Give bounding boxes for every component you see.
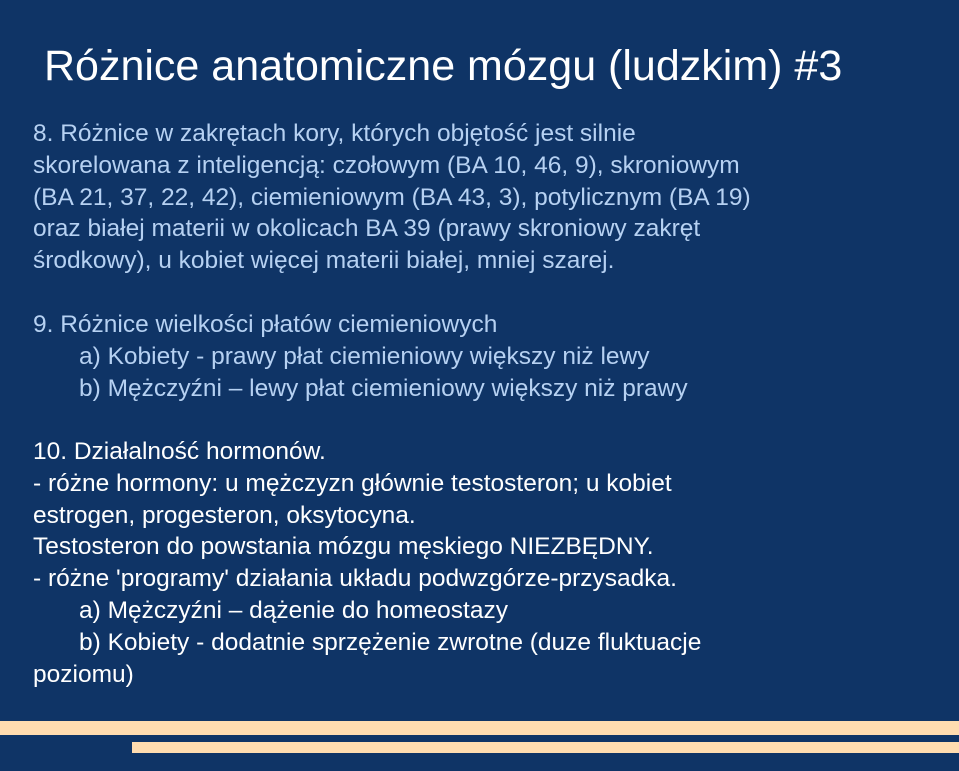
decorative-bar-bottom bbox=[132, 742, 959, 753]
point-9-item-a: a) Kobiety - prawy płat ciemieniowy większy niż lewy bbox=[79, 342, 650, 370]
point-10-line: estrogen, progesteron, oksytocyna. bbox=[33, 501, 416, 529]
point-10-block bbox=[33, 436, 701, 690]
point-10-line: - różne hormony: u mężczyzn głównie testosteron; u kobiet bbox=[33, 469, 672, 497]
point-10-last-line: poziomu) bbox=[33, 660, 134, 688]
point-10-line: Testosteron do powstania mózgu męskiego NIEZBĘDNY. bbox=[33, 533, 654, 561]
point-10-item-a: a) Mężczyźni – dążenie do homeostazy bbox=[79, 596, 508, 624]
point-10-heading: 10. Działalność hormonów. bbox=[33, 438, 326, 465]
point-9-item-b: b) Mężczyźni – lewy płat ciemieniowy większy niż prawy bbox=[79, 374, 688, 402]
point-10-item-b: b) Kobiety - dodatnie sprzężenie zwrotne (duze fluktuacje bbox=[79, 628, 702, 656]
point-8-line: skorelowana z inteligencją: czołowym (BA 10, 46, 9), skroniowym bbox=[33, 151, 740, 179]
point-10-line: - różne 'programy' działania układu podwzgórze-przysadka. bbox=[33, 565, 677, 593]
point-8-line: środkowy), u kobiet więcej materii białej, mniej szarej. bbox=[33, 247, 615, 275]
decorative-bar-top bbox=[0, 721, 959, 735]
point-9-block bbox=[33, 309, 688, 404]
point-8-line: 8. Różnice w zakrętach kory, których objętość jest silnie bbox=[33, 120, 636, 147]
point-8-line: oraz białej materii w okolicach BA 39 (prawy skroniowy zakręt bbox=[33, 215, 701, 243]
point-8-line: (BA 21, 37, 22, 42), ciemieniowym (BA 43, 3), potylicznym (BA 19) bbox=[33, 183, 751, 211]
slide-title: Różnice anatomiczne mózgu (ludzkim) #3 bbox=[44, 42, 843, 90]
point-9-heading: 9. Różnice wielkości płatów ciemieniowych bbox=[33, 311, 498, 338]
point-8-block bbox=[33, 118, 751, 277]
